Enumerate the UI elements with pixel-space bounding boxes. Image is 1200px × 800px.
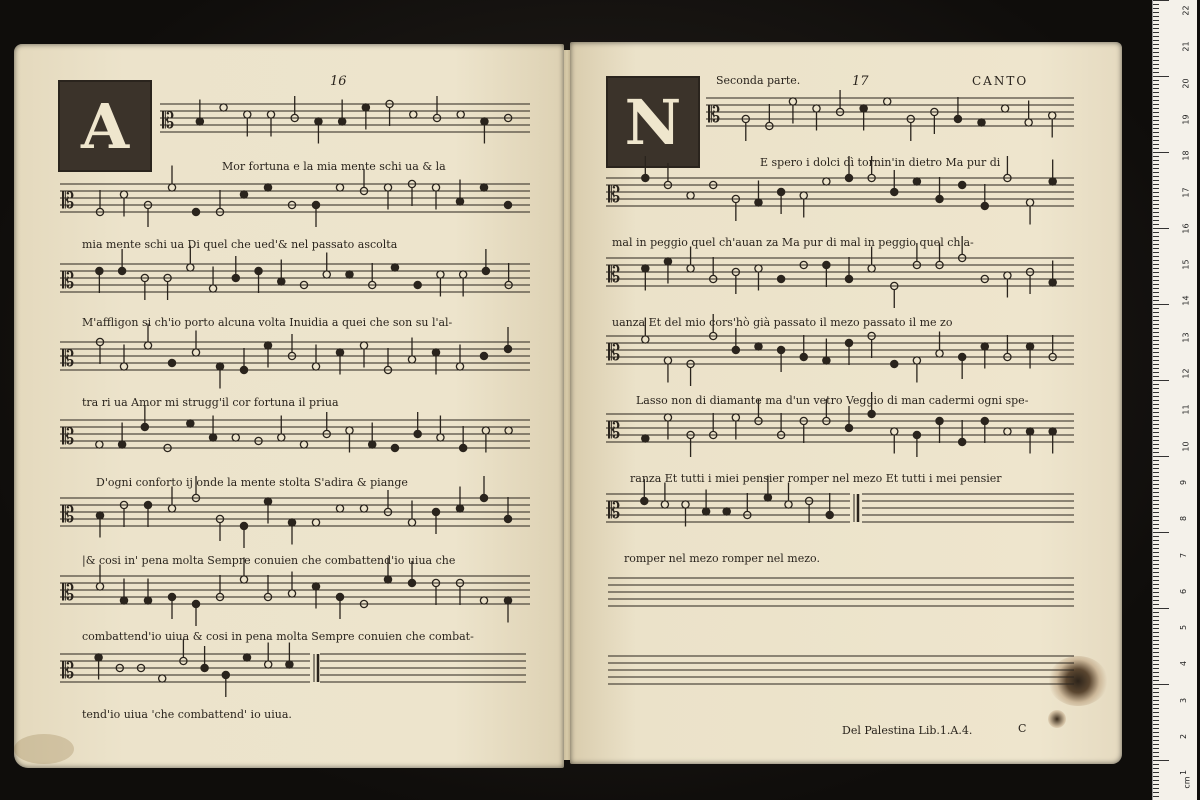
- ruler-tick: [1153, 536, 1159, 537]
- ruler-label: 20: [1181, 78, 1191, 89]
- ruler-tick: [1153, 20, 1159, 21]
- ruler-tick: [1153, 724, 1159, 725]
- ruler-label: 14: [1181, 295, 1191, 306]
- ruler-tick: [1153, 68, 1159, 69]
- ruler-tick: [1153, 128, 1159, 129]
- ruler-tick: [1153, 256, 1159, 257]
- ruler-tick: [1153, 276, 1159, 277]
- ruler-tick: [1153, 788, 1159, 789]
- ruler-tick: [1153, 60, 1159, 61]
- ruler-tick: [1153, 736, 1159, 737]
- ruler-tick: [1153, 580, 1159, 581]
- ruler-tick: [1153, 780, 1159, 781]
- ruler-label: 10: [1181, 441, 1191, 452]
- ruler-tick: [1153, 412, 1159, 413]
- ruler-tick: [1153, 368, 1159, 369]
- ruler-tick: [1153, 576, 1159, 577]
- ruler-tick: [1153, 508, 1159, 509]
- lyric-line-7: combattend'io uiua & cosi in pena molta Sempre conuien che combat-: [82, 630, 474, 643]
- ruler-tick: [1153, 188, 1159, 189]
- ruler-tick: [1153, 424, 1159, 425]
- ruler-tick: [1153, 528, 1159, 529]
- ruler-tick: [1153, 572, 1159, 573]
- ruler-label: 3: [1179, 697, 1189, 703]
- ruler-tick: [1153, 648, 1159, 649]
- ruler-tick: [1153, 600, 1159, 601]
- ruler-tick: [1153, 24, 1159, 25]
- ruler-tick: [1153, 500, 1159, 501]
- ruler-tick: [1153, 204, 1159, 205]
- ruler-tick: [1153, 312, 1159, 313]
- ruler-tick: [1153, 484, 1159, 485]
- lyric-line-r2: mal in peggio quel ch'auan za Ma pur di mal in peggio quel ch'a-: [612, 236, 974, 249]
- ruler-tick: [1153, 652, 1159, 653]
- ruler-tick: [1153, 700, 1159, 701]
- ruler-tick: [1153, 300, 1159, 301]
- ruler-tick: [1153, 464, 1159, 465]
- ruler-tick: [1153, 320, 1159, 321]
- ruler-tick: [1153, 612, 1159, 613]
- ruler-tick: [1153, 16, 1159, 17]
- ruler-tick: [1153, 452, 1159, 453]
- ruler-label: 15: [1181, 259, 1191, 270]
- lyric-line-3: M'affligon si ch'io porto alcuna volta Inuidia a quei che son su l'al-: [82, 316, 453, 329]
- ruler-tick: [1153, 604, 1159, 605]
- ruler-label: 2: [1179, 733, 1189, 740]
- svg-text:𝄡: 𝄡: [62, 269, 75, 294]
- ruler-tick: [1153, 136, 1159, 137]
- ruler-tick: [1153, 4, 1159, 5]
- lyric-line-r3: uanza Et del mio cors'hò già passato il mezo passato il me zo: [612, 316, 953, 329]
- ruler-tick: [1153, 568, 1159, 569]
- ruler-tick: [1153, 236, 1159, 237]
- ruler-tick: [1153, 144, 1159, 145]
- ruler-tick: [1153, 504, 1159, 505]
- ruler-tick: [1153, 344, 1159, 345]
- svg-text:𝄡: 𝄡: [62, 659, 75, 684]
- ruler-tick: [1153, 756, 1159, 757]
- ruler-label: 5: [1179, 625, 1189, 631]
- svg-text:𝄡: 𝄡: [608, 419, 621, 444]
- svg-text:𝄡: 𝄡: [608, 183, 621, 208]
- ruler-tick: [1153, 608, 1169, 609]
- ruler-tick: [1153, 216, 1159, 217]
- ruler-tick: [1153, 396, 1159, 397]
- ruler-tick: [1153, 792, 1159, 793]
- ruler-tick: [1153, 664, 1159, 665]
- ruler-tick: [1153, 596, 1159, 597]
- ruler-tick: [1153, 776, 1159, 777]
- ruler-tick: [1153, 324, 1159, 325]
- lyric-line-r1: E spero i dolci dì tornin'in dietro Ma pur di: [760, 156, 1001, 169]
- ruler-tick: [1153, 164, 1159, 165]
- ruler-tick: [1153, 628, 1159, 629]
- ruler-tick: [1153, 264, 1159, 265]
- ruler-tick: [1153, 124, 1159, 125]
- lyric-line-2: mia mente schi ua Di quel che ued'& nel passato ascolta: [82, 238, 398, 251]
- section-header: Seconda parte.: [716, 74, 801, 87]
- ruler-tick: [1153, 636, 1159, 637]
- ruler-label: 12: [1181, 368, 1191, 379]
- ruler-tick: [1153, 796, 1159, 797]
- ruler-tick: [1153, 624, 1159, 625]
- ruler-tick: [1153, 548, 1159, 549]
- svg-text:𝄡: 𝄡: [608, 499, 621, 524]
- ruler-tick: [1153, 96, 1159, 97]
- ruler-tick: [1153, 316, 1159, 317]
- ruler-tick: [1153, 740, 1159, 741]
- ruler-tick: [1153, 332, 1159, 333]
- left-page-number: 16: [330, 74, 347, 89]
- ruler-label: 22: [1181, 5, 1191, 16]
- measuring-ruler: [1152, 0, 1197, 800]
- ruler-tick: [1153, 476, 1159, 477]
- ruler-tick: [1153, 584, 1159, 585]
- ruler-tick: [1153, 240, 1159, 241]
- ruler-tick: [1153, 564, 1159, 565]
- ruler-tick: [1153, 76, 1169, 77]
- ruler-tick: [1153, 716, 1159, 717]
- right-page-number: 17: [852, 74, 869, 89]
- ruler-tick: [1153, 760, 1169, 761]
- ruler-label: 16: [1181, 223, 1191, 234]
- ruler-tick: [1153, 684, 1169, 685]
- lyric-line-r5: ranza Et tutti i miei pensier romper nel mezo Et tutti i mei pensier: [630, 472, 1002, 485]
- ruler-tick: [1153, 12, 1159, 13]
- ruler-tick: [1153, 140, 1159, 141]
- ruler-tick: [1153, 88, 1159, 89]
- ruler-tick: [1153, 632, 1159, 633]
- ruler-tick: [1153, 148, 1159, 149]
- ruler-tick: [1153, 200, 1159, 201]
- ruler-tick: [1153, 380, 1169, 381]
- ruler-tick: [1153, 376, 1159, 377]
- ruler-tick: [1153, 272, 1159, 273]
- svg-text:𝄡: 𝄡: [62, 347, 75, 372]
- ruler-tick: [1153, 44, 1159, 45]
- ruler-label: 1: [1179, 770, 1189, 776]
- ruler-tick: [1153, 728, 1159, 729]
- ruler-label: 4: [1179, 661, 1189, 667]
- ruler-tick: [1153, 228, 1169, 229]
- lyric-line-5: D'ogni conforto ij onde la mente stolta S'adira & piange: [96, 476, 408, 489]
- ruler-tick: [1153, 440, 1159, 441]
- ruler-label: 9: [1179, 479, 1189, 485]
- svg-text:𝄡: 𝄡: [62, 503, 75, 528]
- ruler-tick: [1153, 552, 1159, 553]
- ruler-tick: [1153, 708, 1159, 709]
- ruler-label: 17: [1181, 186, 1191, 198]
- ruler-tick: [1153, 288, 1159, 289]
- ruler-tick: [1153, 196, 1159, 197]
- ruler-tick: [1153, 132, 1159, 133]
- svg-text:𝄡: 𝄡: [608, 263, 621, 288]
- ruler-tick: [1153, 692, 1159, 693]
- ruler-tick: [1153, 280, 1159, 281]
- ruler-tick: [1153, 492, 1159, 493]
- svg-text:𝄡: 𝄡: [62, 189, 75, 214]
- ruler-tick: [1153, 388, 1159, 389]
- footer-letter: C: [1018, 722, 1027, 735]
- ruler-tick: [1153, 460, 1159, 461]
- ruler-tick: [1153, 184, 1159, 185]
- ruler-tick: [1153, 0, 1169, 1]
- lyric-line-4: tra ri ua Amor mi strugg'il cor fortuna il priua: [82, 396, 339, 409]
- ruler-tick: [1153, 356, 1159, 357]
- ruler-tick: [1153, 248, 1159, 249]
- ruler-tick: [1153, 64, 1159, 65]
- ruler-tick: [1153, 80, 1159, 81]
- ruler-tick: [1153, 784, 1159, 785]
- ruler-tick: [1153, 560, 1159, 561]
- ruler-tick: [1153, 468, 1159, 469]
- ruler-tick: [1153, 360, 1159, 361]
- ruler-label: 19: [1181, 114, 1191, 125]
- ruler-tick: [1153, 616, 1159, 617]
- ruler-tick: [1153, 432, 1159, 433]
- ruler-tick: [1153, 768, 1159, 769]
- ruler-tick: [1153, 416, 1159, 417]
- voice-label: CANTO: [972, 74, 1029, 88]
- ruler-unit: cm: [1182, 776, 1192, 789]
- ruler-label: 18: [1181, 150, 1191, 161]
- ruler-tick: [1153, 224, 1159, 225]
- ruler-tick: [1153, 352, 1159, 353]
- ruler-tick: [1153, 180, 1159, 181]
- lyric-line-8: tend'io uiua 'che combattend' io uiua.: [82, 708, 292, 721]
- ruler-tick: [1153, 456, 1169, 457]
- ruler-tick: [1153, 172, 1159, 173]
- ruler-tick: [1153, 668, 1159, 669]
- svg-text:𝄡: 𝄡: [608, 341, 621, 366]
- ruler-tick: [1153, 308, 1159, 309]
- ruler-tick: [1153, 32, 1159, 33]
- ruler-label: 7: [1179, 552, 1189, 558]
- ruler-tick: [1153, 556, 1159, 557]
- ruler-tick: [1153, 212, 1159, 213]
- ruler-tick: [1153, 336, 1159, 337]
- ruler-tick: [1153, 764, 1159, 765]
- ruler-tick: [1153, 400, 1159, 401]
- ruler-tick: [1153, 328, 1159, 329]
- ruler-tick: [1153, 220, 1159, 221]
- lyric-line-r6: romper nel mezo romper nel mezo.: [624, 552, 820, 565]
- ruler-tick: [1153, 676, 1159, 677]
- ruler-tick: [1153, 704, 1159, 705]
- ruler-tick: [1153, 28, 1159, 29]
- ruler-tick: [1153, 544, 1159, 545]
- ruler-tick: [1153, 48, 1159, 49]
- ruler-tick: [1153, 268, 1159, 269]
- lyric-line-1: Mor fortuna e la mia mente schi ua & la: [222, 160, 446, 173]
- ruler-tick: [1153, 436, 1159, 437]
- ruler-tick: [1153, 176, 1159, 177]
- ruler-tick: [1153, 420, 1159, 421]
- svg-text:𝄡: 𝄡: [162, 109, 175, 134]
- ruler-tick: [1153, 392, 1159, 393]
- ruler-tick: [1153, 680, 1159, 681]
- ruler-tick: [1153, 588, 1159, 589]
- ruler-tick: [1153, 296, 1159, 297]
- ruler-tick: [1153, 520, 1159, 521]
- ruler-tick: [1153, 100, 1159, 101]
- ruler-tick: [1153, 120, 1159, 121]
- ruler-tick: [1153, 160, 1159, 161]
- ruler-tick: [1153, 660, 1159, 661]
- ruler-label: 21: [1181, 41, 1191, 52]
- ruler-tick: [1153, 304, 1169, 305]
- ruler-tick: [1153, 72, 1159, 73]
- ruler-tick: [1153, 36, 1159, 37]
- ruler-tick: [1153, 620, 1159, 621]
- ruler-label: 6: [1179, 588, 1189, 594]
- decorated-initial-a: A: [58, 80, 152, 172]
- ruler-tick: [1153, 284, 1159, 285]
- ruler-tick: [1153, 56, 1159, 57]
- ruler-tick: [1153, 748, 1159, 749]
- lyric-line-6: |& cosi in' pena molta Sempre conuien che combattend'io uiua che: [82, 554, 456, 567]
- ruler-tick: [1153, 532, 1169, 533]
- ruler-tick: [1153, 244, 1159, 245]
- lyric-line-r4: Lasso non di diamante ma d'un vetro Veggio di man cadermi ogni spe-: [636, 394, 1029, 407]
- ruler-tick: [1153, 772, 1159, 773]
- ruler-tick: [1153, 712, 1159, 713]
- ruler-label: 8: [1179, 516, 1189, 522]
- ruler-tick: [1153, 540, 1159, 541]
- ruler-tick: [1153, 732, 1159, 733]
- ruler-tick: [1153, 116, 1159, 117]
- footer-signature: Del Palestina Lib.1.A.4.: [842, 724, 973, 737]
- ruler-tick: [1153, 372, 1159, 373]
- ruler-tick: [1153, 8, 1159, 9]
- ruler-tick: [1153, 168, 1159, 169]
- ruler-tick: [1153, 444, 1159, 445]
- decorated-initial-n: N: [606, 76, 700, 168]
- ruler-tick: [1153, 592, 1159, 593]
- ruler-tick: [1153, 384, 1159, 385]
- ruler-tick: [1153, 252, 1159, 253]
- ruler-tick: [1153, 340, 1159, 341]
- svg-text:𝄡: 𝄡: [708, 103, 721, 128]
- ruler-tick: [1153, 644, 1159, 645]
- ruler-tick: [1153, 512, 1159, 513]
- ruler-tick: [1153, 516, 1159, 517]
- ruler-tick: [1153, 744, 1159, 745]
- ruler-tick: [1153, 672, 1159, 673]
- ruler-tick: [1153, 688, 1159, 689]
- ruler-tick: [1153, 524, 1159, 525]
- ruler-tick: [1153, 408, 1159, 409]
- ruler-tick: [1153, 152, 1169, 153]
- ruler-tick: [1153, 232, 1159, 233]
- ruler-label: 11: [1181, 404, 1191, 415]
- ruler-tick: [1153, 40, 1159, 41]
- ruler-tick: [1153, 404, 1159, 405]
- ruler-tick: [1153, 720, 1159, 721]
- ruler-tick: [1153, 496, 1159, 497]
- ruler-label: 13: [1181, 332, 1191, 343]
- ruler-tick: [1153, 156, 1159, 157]
- ruler-tick: [1153, 696, 1159, 697]
- svg-text:𝄡: 𝄡: [62, 425, 75, 450]
- ruler-tick: [1153, 488, 1159, 489]
- ruler-tick: [1153, 260, 1159, 261]
- ruler-tick: [1153, 208, 1159, 209]
- ruler-tick: [1153, 448, 1159, 449]
- svg-text:𝄡: 𝄡: [62, 581, 75, 606]
- ruler-tick: [1153, 364, 1159, 365]
- ruler-tick: [1153, 480, 1159, 481]
- ruler-tick: [1153, 108, 1159, 109]
- ruler-tick: [1153, 472, 1159, 473]
- ruler-tick: [1153, 656, 1159, 657]
- ruler-tick: [1153, 640, 1159, 641]
- ruler-tick: [1153, 752, 1159, 753]
- ruler-tick: [1153, 348, 1159, 349]
- ruler-tick: [1153, 104, 1159, 105]
- ruler-tick: [1153, 52, 1159, 53]
- ruler-tick: [1153, 428, 1159, 429]
- ruler-tick: [1153, 112, 1159, 113]
- ruler-tick: [1153, 292, 1159, 293]
- ruler-tick: [1153, 192, 1159, 193]
- ruler-tick: [1153, 92, 1159, 93]
- ruler-tick: [1153, 84, 1159, 85]
